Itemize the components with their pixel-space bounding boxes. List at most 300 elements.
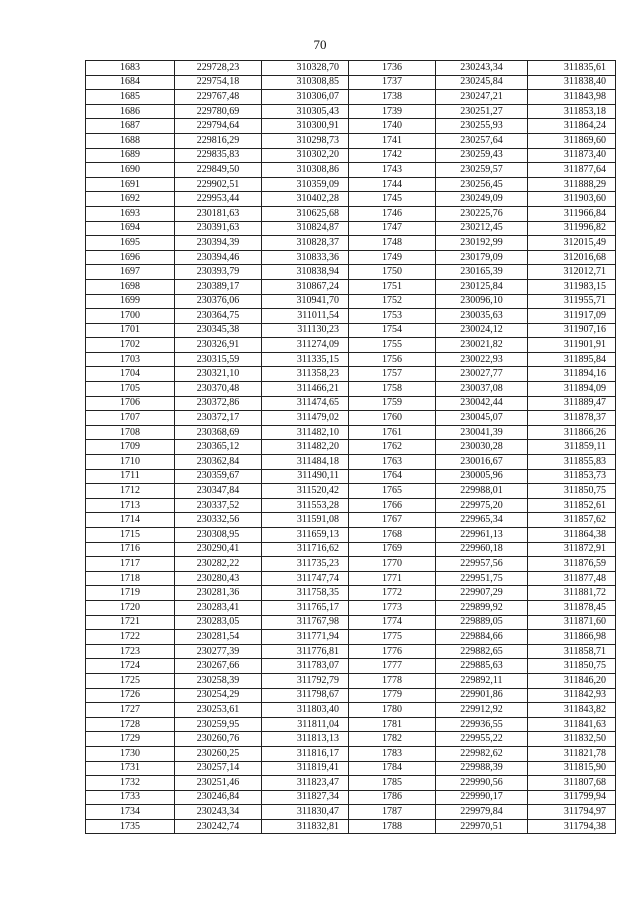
coordinate-y-cell: 311827,34	[262, 790, 349, 805]
point-number-cell: 1741	[349, 133, 436, 148]
coordinate-y-cell: 311830,47	[262, 805, 349, 820]
coordinate-x-cell: 230027,77	[436, 367, 528, 382]
coordinate-y-cell: 311816,17	[262, 746, 349, 761]
table-row	[86, 133, 616, 148]
table-row	[86, 484, 616, 499]
coordinate-y-cell: 311850,75	[528, 659, 616, 674]
coordinate-y-cell: 310298,73	[262, 133, 349, 148]
coordinate-y-cell: 311803,40	[262, 703, 349, 718]
table-row	[86, 265, 616, 280]
table-row	[86, 396, 616, 411]
coordinate-x-cell: 230259,95	[175, 717, 262, 732]
coordinate-y-cell: 311482,20	[262, 440, 349, 455]
point-number-cell: 1705	[86, 382, 175, 397]
coordinate-x-cell: 230243,34	[175, 805, 262, 820]
table-row	[86, 557, 616, 572]
coordinate-y-cell: 311011,54	[262, 309, 349, 324]
coordinate-x-cell: 230394,39	[175, 236, 262, 251]
coordinate-x-cell: 230257,14	[175, 761, 262, 776]
coordinate-y-cell: 311853,18	[528, 104, 616, 119]
table-row	[86, 776, 616, 791]
coordinates-table	[85, 60, 616, 834]
coordinate-x-cell: 230247,21	[436, 90, 528, 105]
table-row	[86, 673, 616, 688]
table-row	[86, 615, 616, 630]
coordinate-x-cell: 229899,92	[436, 600, 528, 615]
point-number-cell: 1752	[349, 294, 436, 309]
coordinate-x-cell: 229965,34	[436, 513, 528, 528]
point-number-cell: 1722	[86, 630, 175, 645]
coordinate-x-cell: 230256,45	[436, 177, 528, 192]
point-number-cell: 1756	[349, 352, 436, 367]
coordinate-x-cell: 230283,05	[175, 615, 262, 630]
table-row	[86, 206, 616, 221]
coordinate-x-cell: 229728,23	[175, 61, 262, 76]
point-number-cell: 1746	[349, 206, 436, 221]
coordinate-x-cell: 230321,10	[175, 367, 262, 382]
coordinate-y-cell: 311996,82	[528, 221, 616, 236]
point-number-cell: 1770	[349, 557, 436, 572]
point-number-cell: 1771	[349, 571, 436, 586]
point-number-cell: 1776	[349, 644, 436, 659]
coordinate-x-cell: 229912,92	[436, 703, 528, 718]
coordinate-x-cell: 230368,69	[175, 425, 262, 440]
point-number-cell: 1737	[349, 75, 436, 90]
table-row	[86, 75, 616, 90]
coordinate-x-cell: 230045,07	[436, 411, 528, 426]
table-row	[86, 192, 616, 207]
coordinate-y-cell: 311864,24	[528, 119, 616, 134]
point-number-cell: 1765	[349, 484, 436, 499]
coordinate-y-cell: 311358,23	[262, 367, 349, 382]
coordinate-y-cell: 310828,37	[262, 236, 349, 251]
table-row	[86, 600, 616, 615]
coordinate-x-cell: 229982,62	[436, 746, 528, 761]
table-row	[86, 498, 616, 513]
coordinate-y-cell: 311747,74	[262, 571, 349, 586]
coordinate-y-cell: 310867,24	[262, 279, 349, 294]
coordinate-y-cell: 311853,73	[528, 469, 616, 484]
coordinate-x-cell: 229970,51	[436, 819, 528, 834]
coordinate-x-cell: 230283,41	[175, 600, 262, 615]
table-row	[86, 119, 616, 134]
point-number-cell: 1768	[349, 528, 436, 543]
coordinate-y-cell: 311864,38	[528, 528, 616, 543]
point-number-cell: 1693	[86, 206, 175, 221]
table-row	[86, 761, 616, 776]
point-number-cell: 1683	[86, 61, 175, 76]
coordinate-y-cell: 311591,08	[262, 513, 349, 528]
table-row	[86, 455, 616, 470]
coordinate-y-cell: 311888,29	[528, 177, 616, 192]
coordinate-y-cell: 310302,20	[262, 148, 349, 163]
coordinate-x-cell: 229979,84	[436, 805, 528, 820]
table-row	[86, 644, 616, 659]
table-row	[86, 177, 616, 192]
coordinate-x-cell: 230260,25	[175, 746, 262, 761]
coordinate-x-cell: 230024,12	[436, 323, 528, 338]
point-number-cell: 1727	[86, 703, 175, 718]
coordinate-y-cell: 311659,13	[262, 528, 349, 543]
coordinate-y-cell: 311869,60	[528, 133, 616, 148]
point-number-cell: 1686	[86, 104, 175, 119]
point-number-cell: 1779	[349, 688, 436, 703]
table-row	[86, 688, 616, 703]
table-row	[86, 163, 616, 178]
coordinate-y-cell: 311479,02	[262, 411, 349, 426]
coordinates-table-body	[86, 61, 616, 834]
coordinate-y-cell: 311859,11	[528, 440, 616, 455]
point-number-cell: 1733	[86, 790, 175, 805]
coordinate-y-cell: 310625,68	[262, 206, 349, 221]
coordinate-x-cell: 230165,39	[436, 265, 528, 280]
point-number-cell: 1712	[86, 484, 175, 499]
coordinate-x-cell: 230282,22	[175, 557, 262, 572]
coordinate-y-cell: 311843,98	[528, 90, 616, 105]
coordinate-y-cell: 311798,67	[262, 688, 349, 703]
coordinate-x-cell: 230042,44	[436, 396, 528, 411]
coordinate-y-cell: 312015,49	[528, 236, 616, 251]
point-number-cell: 1706	[86, 396, 175, 411]
coordinate-x-cell: 230037,08	[436, 382, 528, 397]
coordinate-x-cell: 230281,36	[175, 586, 262, 601]
point-number-cell: 1688	[86, 133, 175, 148]
coordinate-y-cell: 311871,60	[528, 615, 616, 630]
coordinate-y-cell: 311794,38	[528, 819, 616, 834]
coordinate-x-cell: 230260,76	[175, 732, 262, 747]
point-number-cell: 1772	[349, 586, 436, 601]
coordinate-y-cell: 310305,43	[262, 104, 349, 119]
table-row	[86, 338, 616, 353]
point-number-cell: 1760	[349, 411, 436, 426]
coordinate-y-cell: 311553,28	[262, 498, 349, 513]
point-number-cell: 1728	[86, 717, 175, 732]
coordinate-y-cell: 311889,47	[528, 396, 616, 411]
coordinate-y-cell: 311881,72	[528, 586, 616, 601]
point-number-cell: 1759	[349, 396, 436, 411]
table-row	[86, 323, 616, 338]
coordinate-x-cell: 230267,66	[175, 659, 262, 674]
coordinate-x-cell: 230035,63	[436, 309, 528, 324]
coordinate-x-cell: 230372,86	[175, 396, 262, 411]
table-row	[86, 104, 616, 119]
coordinate-x-cell: 230242,74	[175, 819, 262, 834]
table-row	[86, 382, 616, 397]
coordinate-y-cell: 311799,94	[528, 790, 616, 805]
point-number-cell: 1694	[86, 221, 175, 236]
coordinate-y-cell: 311484,18	[262, 455, 349, 470]
table-row	[86, 571, 616, 586]
coordinate-x-cell: 229767,48	[175, 90, 262, 105]
coordinate-x-cell: 230245,84	[436, 75, 528, 90]
coordinate-x-cell: 230030,28	[436, 440, 528, 455]
point-number-cell: 1695	[86, 236, 175, 251]
table-row	[86, 309, 616, 324]
coordinate-x-cell: 230251,46	[175, 776, 262, 791]
point-number-cell: 1708	[86, 425, 175, 440]
coordinate-x-cell: 230359,67	[175, 469, 262, 484]
coordinate-y-cell: 310833,36	[262, 250, 349, 265]
point-number-cell: 1735	[86, 819, 175, 834]
point-number-cell: 1689	[86, 148, 175, 163]
point-number-cell: 1780	[349, 703, 436, 718]
table-row	[86, 790, 616, 805]
table-row	[86, 586, 616, 601]
coordinate-y-cell: 311274,09	[262, 338, 349, 353]
coordinate-x-cell: 229990,17	[436, 790, 528, 805]
point-number-cell: 1786	[349, 790, 436, 805]
point-number-cell: 1714	[86, 513, 175, 528]
coordinate-x-cell: 229960,18	[436, 542, 528, 557]
point-number-cell: 1717	[86, 557, 175, 572]
coordinate-y-cell: 311815,90	[528, 761, 616, 776]
coordinate-x-cell: 229988,01	[436, 484, 528, 499]
coordinate-y-cell: 310824,87	[262, 221, 349, 236]
point-number-cell: 1743	[349, 163, 436, 178]
table-row	[86, 90, 616, 105]
coordinate-y-cell: 311846,20	[528, 673, 616, 688]
point-number-cell: 1729	[86, 732, 175, 747]
point-number-cell: 1740	[349, 119, 436, 134]
point-number-cell: 1690	[86, 163, 175, 178]
coordinate-x-cell: 230391,63	[175, 221, 262, 236]
point-number-cell: 1730	[86, 746, 175, 761]
table-row	[86, 703, 616, 718]
point-number-cell: 1687	[86, 119, 175, 134]
coordinate-x-cell: 229901,86	[436, 688, 528, 703]
point-number-cell: 1734	[86, 805, 175, 820]
coordinate-x-cell: 229902,51	[175, 177, 262, 192]
point-number-cell: 1713	[86, 498, 175, 513]
coordinate-y-cell: 310328,70	[262, 61, 349, 76]
coordinate-x-cell: 230393,79	[175, 265, 262, 280]
coordinate-y-cell: 311767,98	[262, 615, 349, 630]
coordinate-x-cell: 229936,55	[436, 717, 528, 732]
point-number-cell: 1750	[349, 265, 436, 280]
table-row	[86, 732, 616, 747]
coordinate-x-cell: 229953,44	[175, 192, 262, 207]
coordinate-y-cell: 311716,62	[262, 542, 349, 557]
coordinate-y-cell: 311917,09	[528, 309, 616, 324]
coordinate-x-cell: 230337,52	[175, 498, 262, 513]
point-number-cell: 1783	[349, 746, 436, 761]
point-number-cell: 1739	[349, 104, 436, 119]
coordinate-y-cell: 311735,23	[262, 557, 349, 572]
coordinate-y-cell: 311474,65	[262, 396, 349, 411]
table-row	[86, 542, 616, 557]
point-number-cell: 1726	[86, 688, 175, 703]
coordinate-x-cell: 229988,39	[436, 761, 528, 776]
table-row	[86, 630, 616, 645]
coordinate-y-cell: 311482,10	[262, 425, 349, 440]
point-number-cell: 1723	[86, 644, 175, 659]
coordinate-x-cell: 230254,29	[175, 688, 262, 703]
point-number-cell: 1747	[349, 221, 436, 236]
coordinate-y-cell: 311872,91	[528, 542, 616, 557]
point-number-cell: 1719	[86, 586, 175, 601]
coordinate-x-cell: 230249,09	[436, 192, 528, 207]
point-number-cell: 1781	[349, 717, 436, 732]
table-row	[86, 221, 616, 236]
coordinate-y-cell: 311821,78	[528, 746, 616, 761]
table-row	[86, 425, 616, 440]
coordinate-x-cell: 230280,43	[175, 571, 262, 586]
table-row	[86, 367, 616, 382]
coordinate-y-cell: 311955,71	[528, 294, 616, 309]
coordinate-x-cell: 229990,56	[436, 776, 528, 791]
coordinate-y-cell: 311466,21	[262, 382, 349, 397]
point-number-cell: 1775	[349, 630, 436, 645]
page-number: 70	[313, 37, 327, 52]
point-number-cell: 1762	[349, 440, 436, 455]
coordinate-x-cell: 230257,64	[436, 133, 528, 148]
coordinate-y-cell: 311771,94	[262, 630, 349, 645]
coordinate-y-cell: 311813,13	[262, 732, 349, 747]
coordinate-x-cell: 230258,39	[175, 673, 262, 688]
coordinate-y-cell: 311776,81	[262, 644, 349, 659]
table-row	[86, 659, 616, 674]
table-row	[86, 717, 616, 732]
coordinate-y-cell: 311876,59	[528, 557, 616, 572]
coordinate-y-cell: 311857,62	[528, 513, 616, 528]
point-number-cell: 1744	[349, 177, 436, 192]
coordinate-x-cell: 230308,95	[175, 528, 262, 543]
coordinate-y-cell: 310306,07	[262, 90, 349, 105]
coordinate-y-cell: 311823,47	[262, 776, 349, 791]
point-number-cell: 1710	[86, 455, 175, 470]
coordinate-y-cell: 310402,28	[262, 192, 349, 207]
point-number-cell: 1716	[86, 542, 175, 557]
point-number-cell: 1711	[86, 469, 175, 484]
coordinate-x-cell: 230345,38	[175, 323, 262, 338]
coordinate-y-cell: 311894,16	[528, 367, 616, 382]
point-number-cell: 1702	[86, 338, 175, 353]
coordinate-y-cell: 311792,79	[262, 673, 349, 688]
coordinate-x-cell: 230281,54	[175, 630, 262, 645]
coordinate-y-cell: 312012,71	[528, 265, 616, 280]
coordinate-x-cell: 230315,59	[175, 352, 262, 367]
table-row	[86, 469, 616, 484]
coordinate-x-cell: 229955,22	[436, 732, 528, 747]
coordinate-x-cell: 229975,20	[436, 498, 528, 513]
point-number-cell: 1738	[349, 90, 436, 105]
coordinate-x-cell: 229951,75	[436, 571, 528, 586]
coordinate-y-cell: 311130,23	[262, 323, 349, 338]
point-number-cell: 1697	[86, 265, 175, 280]
coordinate-y-cell: 311835,61	[528, 61, 616, 76]
point-number-cell: 1707	[86, 411, 175, 426]
table-row	[86, 440, 616, 455]
coordinate-y-cell: 311843,82	[528, 703, 616, 718]
coordinate-x-cell: 230364,75	[175, 309, 262, 324]
point-number-cell: 1736	[349, 61, 436, 76]
coordinate-x-cell: 230192,99	[436, 236, 528, 251]
point-number-cell: 1763	[349, 455, 436, 470]
coordinate-x-cell: 230365,12	[175, 440, 262, 455]
coordinate-y-cell: 311842,93	[528, 688, 616, 703]
coordinate-y-cell: 311855,83	[528, 455, 616, 470]
point-number-cell: 1782	[349, 732, 436, 747]
coordinate-y-cell: 311841,63	[528, 717, 616, 732]
coordinate-x-cell: 229835,83	[175, 148, 262, 163]
coordinate-y-cell: 311907,16	[528, 323, 616, 338]
coordinate-y-cell: 311758,35	[262, 586, 349, 601]
point-number-cell: 1787	[349, 805, 436, 820]
point-number-cell: 1684	[86, 75, 175, 90]
table-row	[86, 513, 616, 528]
coordinate-y-cell: 311852,61	[528, 498, 616, 513]
coordinate-x-cell: 230016,67	[436, 455, 528, 470]
coordinate-x-cell: 229957,56	[436, 557, 528, 572]
coordinate-x-cell: 230362,84	[175, 455, 262, 470]
coordinate-x-cell: 230125,84	[436, 279, 528, 294]
coordinate-y-cell: 311873,40	[528, 148, 616, 163]
coordinate-x-cell: 230255,93	[436, 119, 528, 134]
coordinate-y-cell: 310300,91	[262, 119, 349, 134]
table-row	[86, 746, 616, 761]
table-row	[86, 805, 616, 820]
point-number-cell: 1766	[349, 498, 436, 513]
coordinate-y-cell: 311901,91	[528, 338, 616, 353]
coordinate-x-cell: 230332,56	[175, 513, 262, 528]
coordinate-x-cell: 230021,82	[436, 338, 528, 353]
coordinate-y-cell: 310838,94	[262, 265, 349, 280]
coordinate-y-cell: 311490,11	[262, 469, 349, 484]
coordinate-x-cell: 230290,41	[175, 542, 262, 557]
coordinate-y-cell: 310308,85	[262, 75, 349, 90]
coordinate-y-cell: 311832,81	[262, 819, 349, 834]
coordinate-y-cell: 311866,98	[528, 630, 616, 645]
coordinate-x-cell: 230225,76	[436, 206, 528, 221]
table-row	[86, 148, 616, 163]
point-number-cell: 1703	[86, 352, 175, 367]
coordinate-y-cell: 311858,71	[528, 644, 616, 659]
coordinate-y-cell: 311819,41	[262, 761, 349, 776]
point-number-cell: 1700	[86, 309, 175, 324]
point-number-cell: 1692	[86, 192, 175, 207]
coordinate-x-cell: 229885,63	[436, 659, 528, 674]
coordinate-x-cell: 229849,50	[175, 163, 262, 178]
coordinate-x-cell: 229794,64	[175, 119, 262, 134]
point-number-cell: 1704	[86, 367, 175, 382]
coordinate-x-cell: 229907,29	[436, 586, 528, 601]
coordinate-y-cell: 311878,45	[528, 600, 616, 615]
point-number-cell: 1749	[349, 250, 436, 265]
table-row	[86, 411, 616, 426]
point-number-cell: 1698	[86, 279, 175, 294]
coordinate-x-cell: 230259,43	[436, 148, 528, 163]
point-number-cell: 1745	[349, 192, 436, 207]
coordinate-y-cell: 311520,42	[262, 484, 349, 499]
coordinate-y-cell: 311850,75	[528, 484, 616, 499]
table-row	[86, 294, 616, 309]
table-row	[86, 250, 616, 265]
point-number-cell: 1784	[349, 761, 436, 776]
coordinate-x-cell: 230096,10	[436, 294, 528, 309]
coordinate-x-cell: 230181,63	[175, 206, 262, 221]
point-number-cell: 1718	[86, 571, 175, 586]
point-number-cell: 1767	[349, 513, 436, 528]
table-row	[86, 61, 616, 76]
point-number-cell: 1754	[349, 323, 436, 338]
coordinate-y-cell: 311832,50	[528, 732, 616, 747]
coordinate-y-cell: 311903,60	[528, 192, 616, 207]
coordinate-y-cell: 311765,17	[262, 600, 349, 615]
table-row	[86, 279, 616, 294]
point-number-cell: 1755	[349, 338, 436, 353]
coordinate-x-cell: 230041,39	[436, 425, 528, 440]
point-number-cell: 1785	[349, 776, 436, 791]
